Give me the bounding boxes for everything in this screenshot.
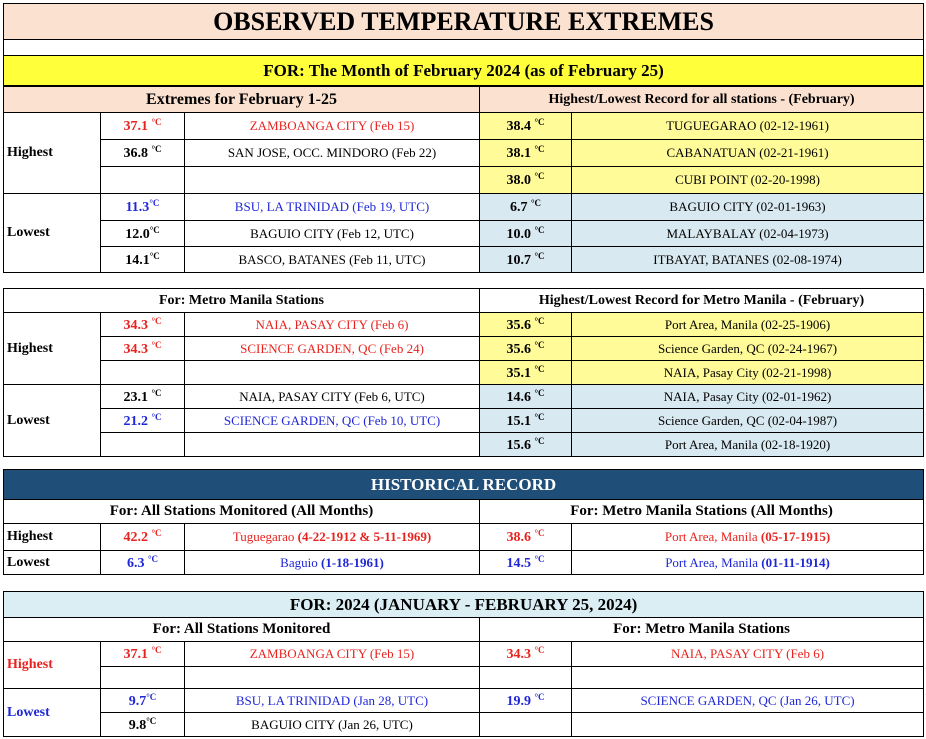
value-cell: 34.3 $^{^\circ C}$ <box>101 313 185 337</box>
feb-extremes-section <box>3 86 923 273</box>
record-station-cell: Port Area, Manila (02-18-1920) <box>572 433 924 457</box>
highest-label: Highest <box>4 113 101 194</box>
record-station-cell: NAIA, Pasay City (02-21-1998) <box>572 361 924 385</box>
spacer-row <box>4 40 924 56</box>
record-station-cell: CABANATUAN (02-21-1961) <box>572 140 924 167</box>
value-cell <box>101 361 185 385</box>
lowest-label: Lowest <box>4 385 101 457</box>
record-value-cell: 38.1 $^{^\circ C}$ <box>480 140 572 167</box>
record-value-cell <box>480 667 572 689</box>
record-station-cell: Port Area, Manila (02-25-1906) <box>572 313 924 337</box>
value-cell: $11.3^{^\circ C}$ <box>101 194 185 221</box>
sec1-right-header: Highest/Lowest Record for all stations - (February) <box>480 87 924 113</box>
value-cell: 37.1 $^{^\circ C}$ <box>101 113 185 140</box>
record-station-cell: CUBI POINT (02-20-1998) <box>572 167 924 194</box>
record-station-cell: Science Garden, QC (02-24-1967) <box>572 337 924 361</box>
record-station-cell: NAIA, Pasay City (02-01-1962) <box>572 385 924 409</box>
record-station-cell: SCIENCE GARDEN, QC (Jan 26, UTC) <box>572 689 924 713</box>
record-value-cell <box>480 713 572 737</box>
station-cell <box>185 433 480 457</box>
month-line: FOR: The Month of February 2024 (as of February 25) <box>4 56 924 86</box>
record-station-cell: Science Garden, QC (02-04-1987) <box>572 409 924 433</box>
highest-label: Highest <box>4 313 101 385</box>
station-cell: SCIENCE GARDEN, QC (Feb 24) <box>185 337 480 361</box>
value-cell: $14.1^{^\circ C}$ <box>101 247 185 273</box>
station-cell: BASCO, BATANES (Feb 11, UTC) <box>185 247 480 273</box>
highest-label: Highest <box>4 524 101 551</box>
record-station-cell: BAGUIO CITY (02-01-1963) <box>572 194 924 221</box>
record-value-cell: 35.6 $^{^\circ C}$ <box>480 337 572 361</box>
station-cell: ZAMBOANGA CITY (Feb 15) <box>185 113 480 140</box>
year-2024-right-header: For: Metro Manila Stations <box>480 618 924 642</box>
station-cell: NAIA, PASAY CITY (Feb 6) <box>185 313 480 337</box>
record-station-cell: Port Area, Manila (01-11-1914) <box>572 551 924 575</box>
title-block <box>3 3 923 86</box>
record-station-cell: NAIA, PASAY CITY (Feb 6) <box>572 642 924 667</box>
year-2024-section <box>3 591 923 737</box>
sec2-right-header: Highest/Lowest Record for Metro Manila - (February) <box>480 289 924 313</box>
year-2024-left-header: For: All Stations Monitored <box>4 618 480 642</box>
record-value-cell: 10.7 $^{^\circ C}$ <box>480 247 572 273</box>
station-cell: Tuguegarao (4-22-1912 & 5-11-1969) <box>185 524 480 551</box>
historical-left-header: For: All Stations Monitored (All Months) <box>4 500 480 524</box>
record-value-cell: 15.6 $^{^\circ C}$ <box>480 433 572 457</box>
record-value-cell: 34.3 $^{^\circ C}$ <box>480 642 572 667</box>
historical-right-header: For: Metro Manila Stations (All Months) <box>480 500 924 524</box>
record-value-cell: 19.9 $^{^\circ C}$ <box>480 689 572 713</box>
value-cell: 42.2 $^{^\circ C}$ <box>101 524 185 551</box>
year-2024-title: FOR: 2024 (JANUARY - FEBRUARY 25, 2024) <box>4 592 924 618</box>
record-station-cell: MALAYBALAY (02-04-1973) <box>572 221 924 247</box>
record-value-cell: 15.1 $^{^\circ C}$ <box>480 409 572 433</box>
sec2-left-header: For: Metro Manila Stations <box>4 289 480 313</box>
record-value-cell: 38.6 $^{^\circ C}$ <box>480 524 572 551</box>
value-cell <box>101 433 185 457</box>
station-cell <box>185 667 480 689</box>
value-cell <box>101 167 185 194</box>
station-cell: SAN JOSE, OCC. MINDORO (Feb 22) <box>185 140 480 167</box>
value-cell: 6.3 $^{^\circ C}$ <box>101 551 185 575</box>
value-cell: 36.8 $^{^\circ C}$ <box>101 140 185 167</box>
record-value-cell: 14.5 $^{^\circ C}$ <box>480 551 572 575</box>
value-cell <box>101 667 185 689</box>
value-cell: $9.8^{^\circ C}$ <box>101 713 185 737</box>
highest-label: Highest <box>4 642 101 689</box>
historical-title: HISTORICAL RECORD <box>4 470 924 500</box>
station-cell: BSU, LA TRINIDAD (Jan 28, UTC) <box>185 689 480 713</box>
station-cell: SCIENCE GARDEN, QC (Feb 10, UTC) <box>185 409 480 433</box>
value-cell: $9.7^{^\circ C}$ <box>101 689 185 713</box>
value-cell: 23.1 $^{^\circ C}$ <box>101 385 185 409</box>
record-station-cell <box>572 667 924 689</box>
sec1-left-header: Extremes for February 1-25 <box>4 87 480 113</box>
record-value-cell: 10.0 $^{^\circ C}$ <box>480 221 572 247</box>
lowest-label: Lowest <box>4 689 101 737</box>
value-cell: 37.1 $^{^\circ C}$ <box>101 642 185 667</box>
historical-section <box>3 469 923 575</box>
record-value-cell: 38.4 $^{^\circ C}$ <box>480 113 572 140</box>
record-station-cell: TUGUEGARAO (02-12-1961) <box>572 113 924 140</box>
record-value-cell: 35.6 $^{^\circ C}$ <box>480 313 572 337</box>
station-cell <box>185 167 480 194</box>
record-value-cell: 14.6 $^{^\circ C}$ <box>480 385 572 409</box>
record-value-cell: 6.7 $^{^\circ C}$ <box>480 194 572 221</box>
station-cell <box>185 361 480 385</box>
record-station-cell: Port Area, Manila (05-17-1915) <box>572 524 924 551</box>
station-cell: BAGUIO CITY (Jan 26, UTC) <box>185 713 480 737</box>
station-cell: NAIA, PASAY CITY (Feb 6, UTC) <box>185 385 480 409</box>
page-title: OBSERVED TEMPERATURE EXTREMES <box>4 4 924 40</box>
station-cell: BAGUIO CITY (Feb 12, UTC) <box>185 221 480 247</box>
metro-manila-section <box>3 288 923 457</box>
lowest-label: Lowest <box>4 551 101 575</box>
record-value-cell: 35.1 $^{^\circ C}$ <box>480 361 572 385</box>
lowest-label: Lowest <box>4 194 101 273</box>
value-cell: 34.3 $^{^\circ C}$ <box>101 337 185 361</box>
value-cell: $12.0^{^\circ C}$ <box>101 221 185 247</box>
record-station-cell: ITBAYAT, BATANES (02-08-1974) <box>572 247 924 273</box>
station-cell: ZAMBOANGA CITY (Feb 15) <box>185 642 480 667</box>
record-value-cell: 38.0 $^{^\circ C}$ <box>480 167 572 194</box>
record-station-cell <box>572 713 924 737</box>
value-cell: 21.2 $^{^\circ C}$ <box>101 409 185 433</box>
station-cell: Baguio (1-18-1961) <box>185 551 480 575</box>
station-cell: BSU, LA TRINIDAD (Feb 19, UTC) <box>185 194 480 221</box>
